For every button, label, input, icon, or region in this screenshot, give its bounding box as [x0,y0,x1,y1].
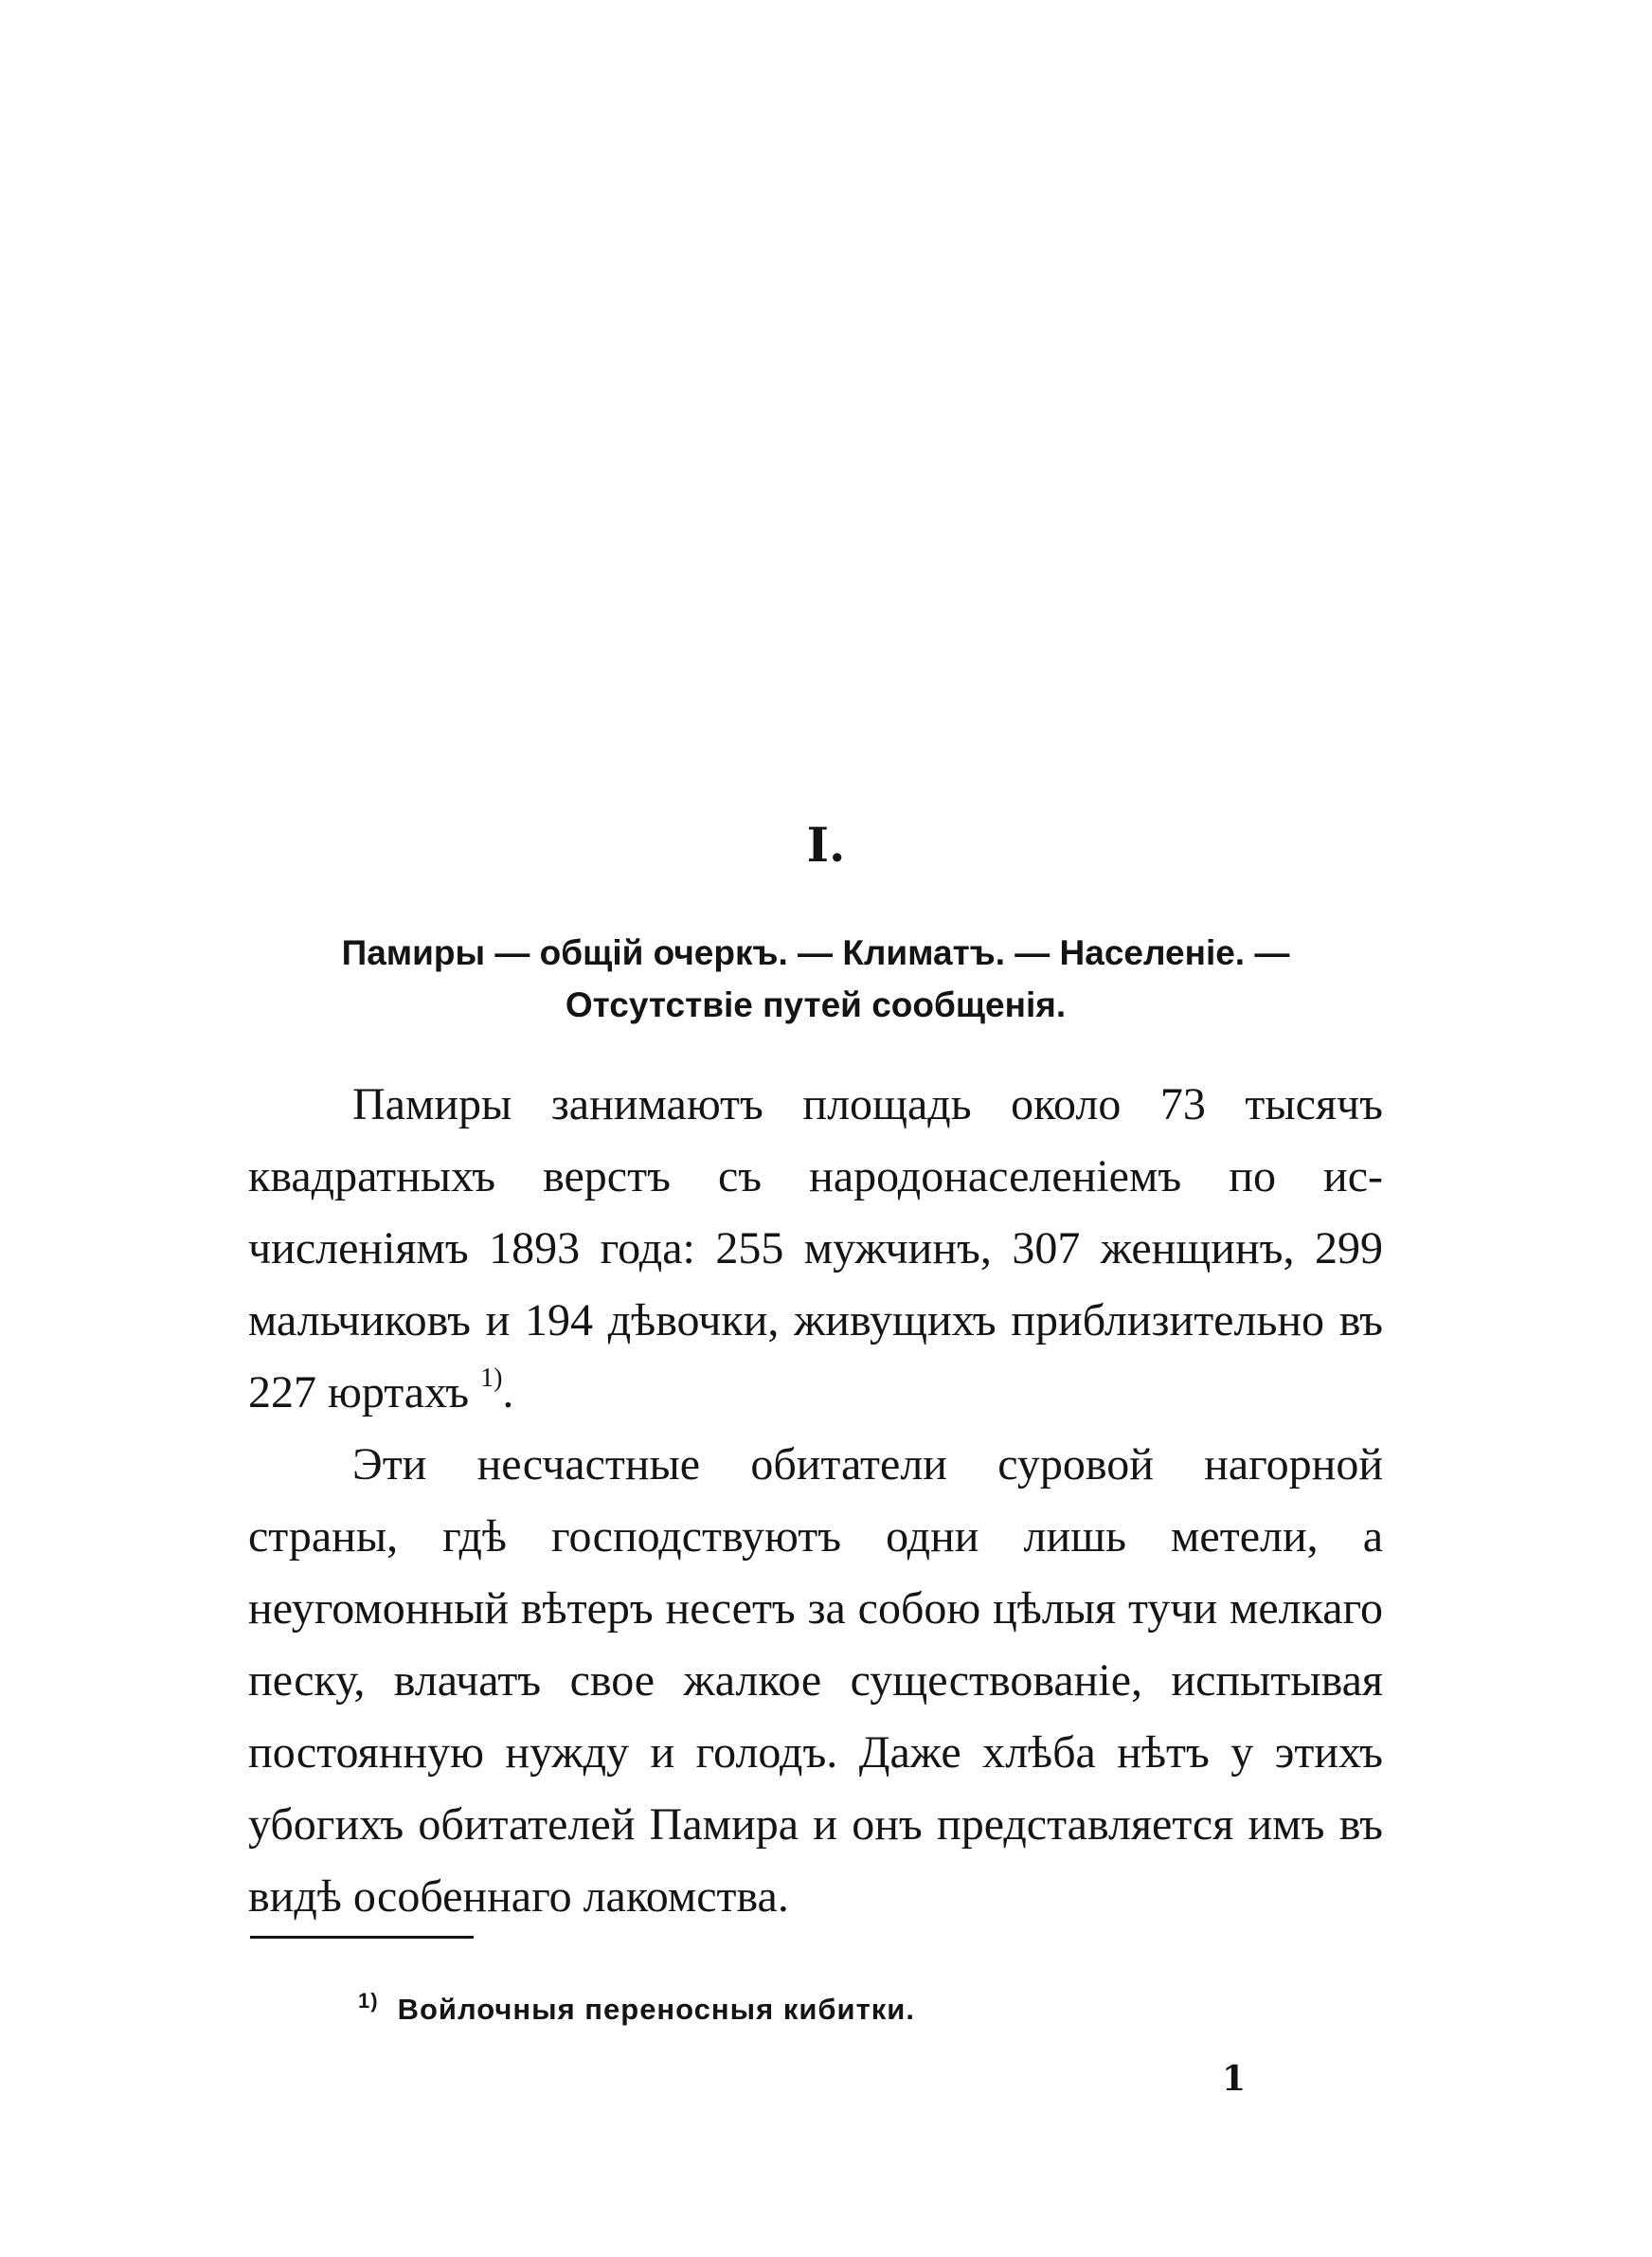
page-number: 1 [1222,2059,1247,2099]
footnote-text: Войлочныя переносныя кибитки. [397,1993,915,2026]
body-text [248,1069,1383,1933]
footnote-mark: 1) [358,1989,379,2013]
paragraph-1-tail: . [502,1367,514,1417]
paragraph-2: Эти несчастные обитатели суровой нагорной страны, гдѣ господствуютъ одни лишь метели, а неугомонный вѣтеръ несетъ за собою цѣлыя тучи мелкаго песку, влачатъ свое жалкое существованіе, испытывая постоянную нужду и голодъ. Даже хлѣба нѣтъ у этихъ убогихъ обитателей Памира и онъ представляется имъ въ видѣ особеннаго лакомства. [248,1439,1383,1922]
footnote [358,1982,915,2029]
footnote-reference: 1) [480,1363,503,1393]
chapter-heading-line-1: Памиры — общій очеркъ. — Климатъ. — Населеніе. — [341,933,1290,972]
chapter-heading [248,927,1383,1031]
chapter-number: I. [806,817,846,873]
paragraph-1-text: Памиры занимаютъ площадь около 73 тысячъ квадратныхъ верстъ съ народонаселеніемъ по исчисленіямъ 1893 года: 255 мужчинъ, 307 женщинъ, 299 мальчиковъ и 194 дѣвочки, живущихъ приблизительно въ 227 юртахъ [248,1079,1383,1417]
paragraph-1 [248,1069,1383,1429]
chapter-heading-line-2: Отсутствіе путей сообщенія. [565,985,1067,1024]
footnote-divider [250,1936,474,1939]
